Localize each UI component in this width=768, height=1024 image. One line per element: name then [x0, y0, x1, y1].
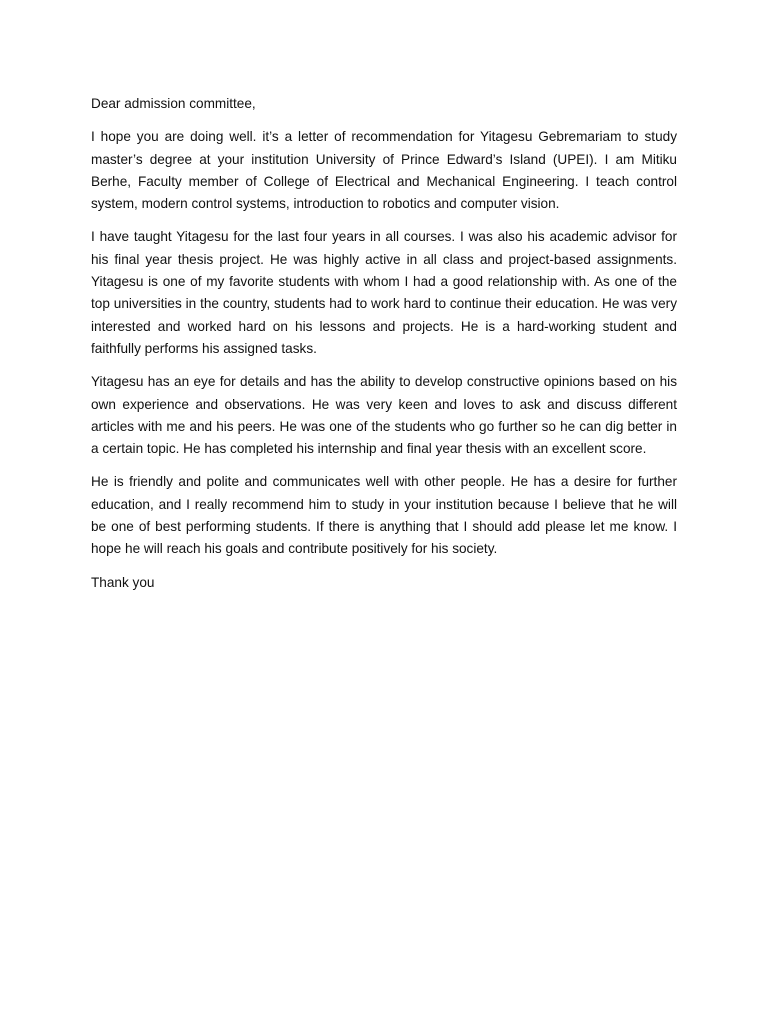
closing: Thank you: [91, 574, 155, 590]
paragraph-introduction: I hope you are doing well. it’s a letter of recommendation for Yitagesu Gebremariam to study master’s degree at your institution University of Prince Edward’s Island (UPEI). I am Mitiku Berhe, Faculty member of College of Electrical and Mechanical Engineering. I teach control system, modern control systems, introduction to robotics and computer vision.: [91, 129, 677, 212]
paragraph-strengths: Yitagesu has an eye for details and has the ability to develop constructive opinions based on his own experience and observations. He was very keen and loves to ask and discuss different articles with me and his peers. He was one of the students who go further so he can dig better in a certain topic. He has completed his internship and final year thesis with an excellent score.: [91, 374, 677, 457]
paragraph-academic-background: I have taught Yitagesu for the last four years in all courses. I was also his academic advisor for his final year thesis project. He was highly active in all class and project-based assignments. Yitagesu is one of my favorite students with whom I had a good relationship with. As one of the top universities in the country, students had to work hard to continue their education. He was very interested and worked hard on his lessons and projects. He is a hard-working student and faithfully performs his assigned tasks.: [91, 229, 677, 356]
recommendation-letter: [91, 93, 677, 594]
paragraph-recommendation: He is friendly and polite and communicates well with other people. He has a desire for further education, and I really recommend him to study in your institution because I believe that he will be one of best performing students. If there is anything that I should add please let me know. I hope he will reach his goals and contribute positively for his society.: [91, 474, 677, 557]
salutation: Dear admission committee,: [91, 96, 256, 111]
